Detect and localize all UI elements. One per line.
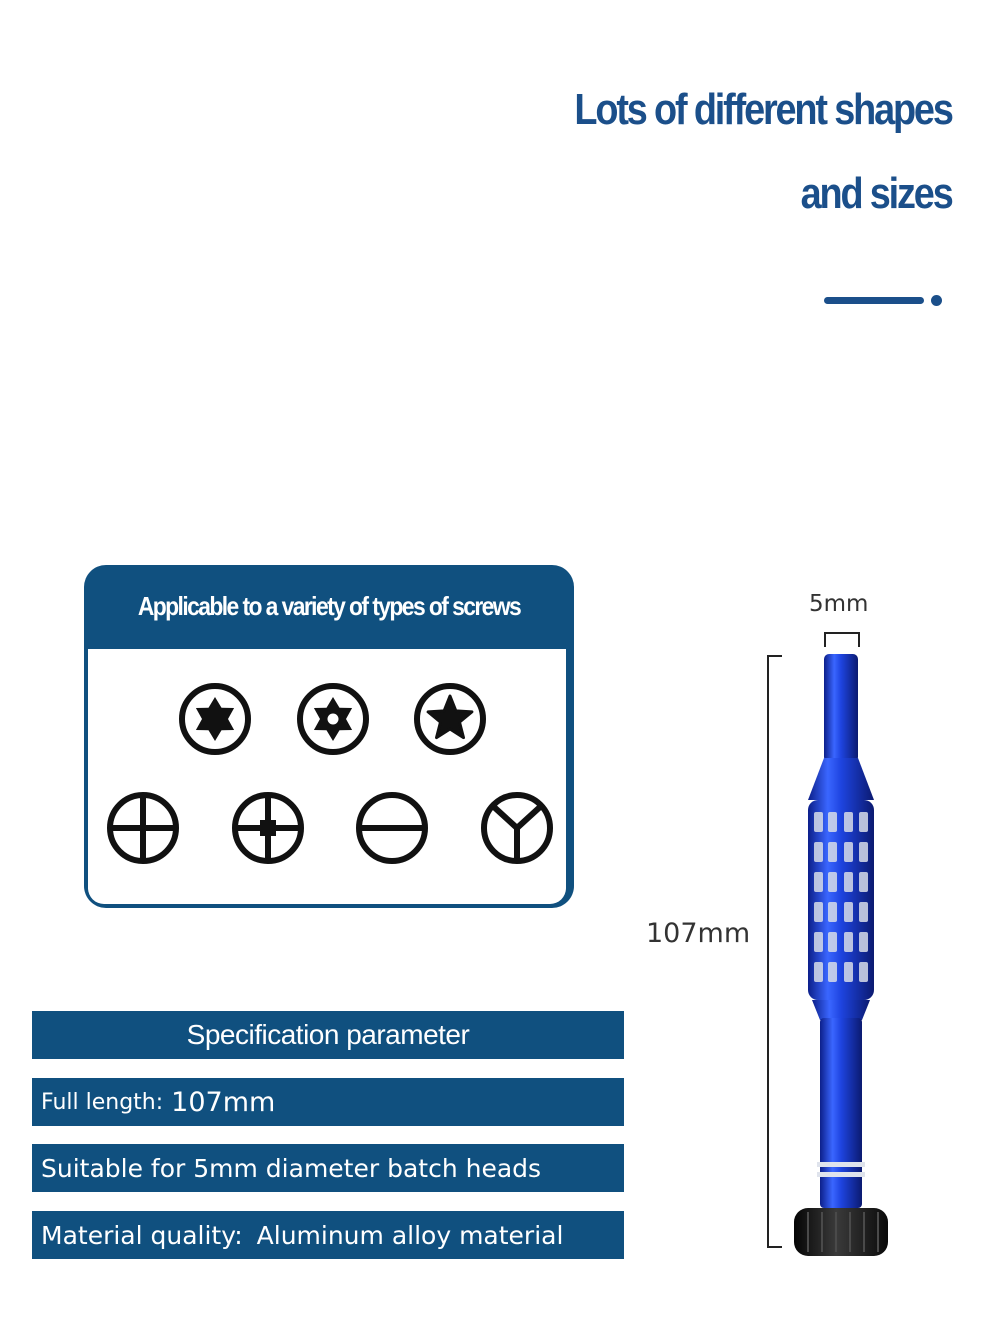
spec-material-value: Aluminum alloy material [256, 1220, 564, 1250]
spec-length-value: 107mm [171, 1086, 276, 1118]
spec-full-length [32, 1078, 624, 1126]
spec-batch-heads [32, 1144, 624, 1192]
screw-card-title: Applicable to a variety of types of screws [137, 591, 521, 621]
spec-header-label: Specification parameter [186, 1019, 470, 1050]
accent-bar [824, 297, 924, 304]
dimension-length-label: 107mm [646, 918, 751, 949]
dimension-width-label: 5mm [809, 591, 869, 617]
slotted-icon [354, 790, 430, 866]
headline-line-2: and sizes [800, 169, 952, 218]
spec-header [32, 1011, 624, 1059]
phillips-icon [105, 790, 181, 866]
spec-material [32, 1211, 624, 1259]
screwdriver-image [786, 650, 896, 1260]
screw-icons-panel [88, 649, 566, 904]
tri-wing-y-icon [479, 790, 555, 866]
screw-types-card [84, 565, 574, 908]
cross-point-icon [230, 790, 306, 866]
spec-heads-text: Suitable for 5mm diameter batch heads [41, 1153, 542, 1183]
security-torx-icon [295, 681, 371, 757]
spec-length-label: Full length: [41, 1089, 164, 1115]
accent-dot [931, 295, 942, 306]
spec-material-label: Material quality: [41, 1220, 243, 1250]
headline-line-1: Lots of different shapes [574, 85, 952, 134]
pentalobe-icon [412, 681, 488, 757]
torx-icon [177, 681, 253, 757]
